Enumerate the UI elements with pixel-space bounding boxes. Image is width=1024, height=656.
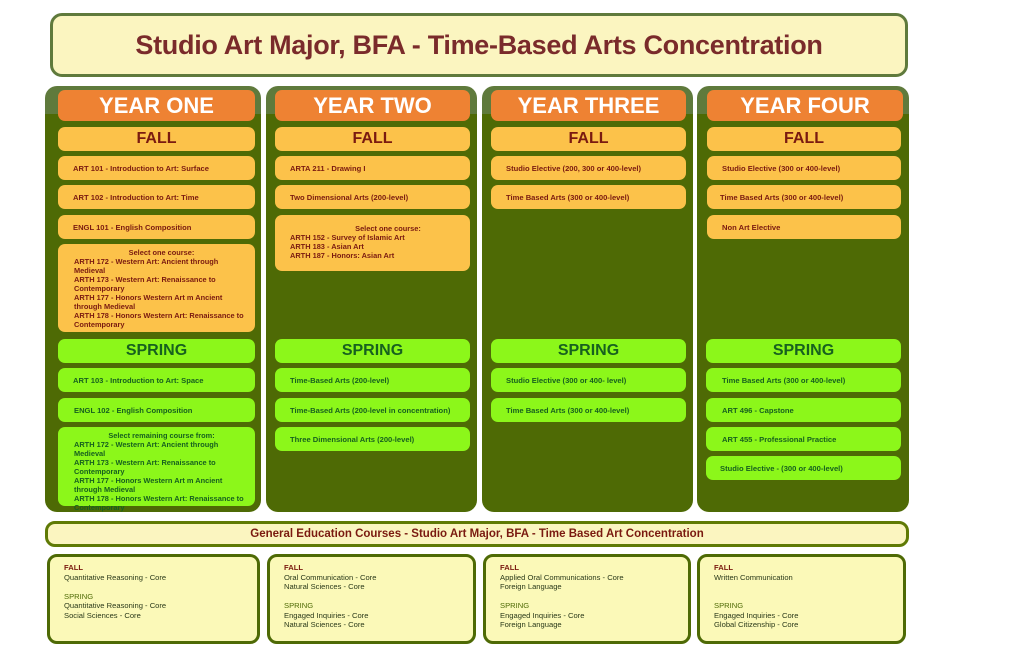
course-item: ART 496 - Capstone xyxy=(706,398,901,422)
year-two-fall-header: FALL xyxy=(275,127,470,151)
gen-ed-course: Engaged Inquiries - Core xyxy=(500,610,585,620)
gen-ed-year-four-box xyxy=(697,554,906,644)
select-option: ARTH 178 - Honors Western Art: Renaissance to Contemporary xyxy=(74,494,244,512)
select-heading: Select remaining course from: xyxy=(108,431,215,440)
select-option: ARTH 152 - Survey of Islamic Art xyxy=(290,233,405,242)
select-remaining-box xyxy=(58,427,255,512)
year-three-fall-header: FALL xyxy=(491,127,686,151)
course-item: Time Based Arts (300 or 400-level) xyxy=(706,368,901,392)
select-option: ARTH 172 - Western Art: Ancient through Medieval xyxy=(74,440,219,458)
gen-ed-course: Written Communication xyxy=(714,572,793,582)
year-four-fall-header: FALL xyxy=(707,127,901,151)
select-course-box xyxy=(58,244,255,332)
course-item: ART 101 - Introduction to Art: Surface xyxy=(58,156,255,180)
course-item: Studio Elective (300 or 400- level) xyxy=(491,368,686,392)
select-option: ARTH 178 - Honors Western Art: Renaissance to Contemporary xyxy=(74,311,244,329)
year-two-column xyxy=(266,86,477,512)
gen-ed-course: Foreign Language xyxy=(500,582,562,591)
select-option: ARTH 187 - Honors: Asian Art xyxy=(290,251,395,260)
year-four-header: YEAR FOUR xyxy=(707,90,903,121)
select-option: ARTH 177 - Honors Western Art m Ancient through Medieval xyxy=(74,476,223,494)
gen-ed-year-two-box xyxy=(267,554,476,644)
gen-ed-course: Engaged Inquiries - Core xyxy=(714,610,799,620)
year-three-header: YEAR THREE xyxy=(491,90,686,121)
gen-ed-fall-label: FALL xyxy=(64,563,83,572)
gen-ed-course: Quantitative Reasoning - Core xyxy=(64,572,167,582)
course-item: Three Dimensional Arts (200-level) xyxy=(275,427,470,451)
page-title: Studio Art Major, BFA - Time-Based Arts Concentration xyxy=(135,29,823,60)
gen-ed-course: Oral Communication - Core xyxy=(284,572,377,582)
course-item: Two Dimensional Arts (200-level) xyxy=(275,185,470,209)
gen-ed-course: Engaged Inquiries - Core xyxy=(284,610,369,620)
gen-ed-course: Foreign Language xyxy=(500,620,562,629)
course-item: Time-Based Arts (200-level) xyxy=(275,368,470,392)
gen-ed-fall-label: FALL xyxy=(284,563,303,572)
select-heading: Select one course: xyxy=(128,248,195,257)
gen-ed-spring-label: SPRING xyxy=(714,601,744,610)
course-item: Time-Based Arts (200-level in concentration) xyxy=(275,398,470,422)
year-four-column xyxy=(697,86,909,512)
select-course-box xyxy=(275,215,470,271)
gen-ed-year-three-box xyxy=(483,554,691,644)
year-three-spring-header: SPRING xyxy=(491,339,686,363)
page-title-box xyxy=(50,13,908,77)
year-three-column xyxy=(482,86,693,512)
year-one-header: YEAR ONE xyxy=(58,90,255,121)
year-four-spring-header: SPRING xyxy=(706,339,901,363)
course-item: ENGL 102 - English Composition xyxy=(58,398,255,422)
select-option: ARTH 173 - Western Art: Renaissance to Contemporary xyxy=(74,275,216,293)
year-one-column xyxy=(45,86,261,512)
course-item: Time Based Arts (300 or 400-level) xyxy=(491,185,686,209)
course-item: Studio Elective (300 or 400-level) xyxy=(707,156,901,180)
course-item: ARTA 211 - Drawing I xyxy=(275,156,470,180)
select-option: ARTH 177 - Honors Western Art m Ancient through Medieval xyxy=(74,293,223,311)
course-item: ART 103 - Introduction to Art: Space xyxy=(58,368,255,392)
gen-ed-course: Applied Oral Communications - Core xyxy=(500,572,624,582)
gen-ed-course: Natural Sciences - Core xyxy=(284,582,365,591)
gen-ed-course: Global Citizenship - Core xyxy=(714,620,799,629)
year-two-spring-header: SPRING xyxy=(275,339,470,363)
course-item: Time Based Arts (300 or 400-level) xyxy=(491,398,686,422)
course-item: ART 455 - Professional Practice xyxy=(706,427,901,451)
course-item: Studio Elective - (300 or 400-level) xyxy=(706,456,901,480)
gen-ed-course: Social Sciences - Core xyxy=(64,610,141,620)
gen-ed-course: Natural Sciences - Core xyxy=(284,620,365,629)
gen-ed-fall-label: FALL xyxy=(500,563,519,572)
select-option: ARTH 172 - Western Art: Ancient through Medieval xyxy=(74,257,219,275)
course-item: ENGL 101 - English Composition xyxy=(58,215,255,239)
year-two-header: YEAR TWO xyxy=(275,90,470,121)
gen-ed-spring-label: SPRING xyxy=(500,601,530,610)
course-item: Non Art Elective xyxy=(707,215,901,239)
select-option: ARTH 183 - Asian Art xyxy=(290,242,364,251)
select-heading: Select one course: xyxy=(355,224,421,233)
gen-ed-spring-label: SPRING xyxy=(284,601,314,610)
year-one-fall-header: FALL xyxy=(58,127,255,151)
course-item: Time Based Arts (300 or 400-level) xyxy=(707,185,901,209)
gen-ed-fall-label: FALL xyxy=(714,563,733,572)
gen-ed-year-one-box xyxy=(47,554,260,644)
gen-ed-spring-label: SPRING xyxy=(64,591,94,601)
course-item: ART 102 - Introduction to Art: Time xyxy=(58,185,255,209)
year-one-spring-header: SPRING xyxy=(58,339,255,363)
gen-ed-title: General Education Courses - Studio Art Major, BFA - Time Based Art Concentration xyxy=(250,528,704,540)
gen-ed-course: Quantitative Reasoning - Core xyxy=(64,601,167,610)
gen-ed-title-bar xyxy=(45,521,909,547)
select-option: ARTH 173 - Western Art: Renaissance to Contemporary xyxy=(74,458,216,476)
course-item: Studio Elective (200, 300 or 400-level) xyxy=(491,156,686,180)
